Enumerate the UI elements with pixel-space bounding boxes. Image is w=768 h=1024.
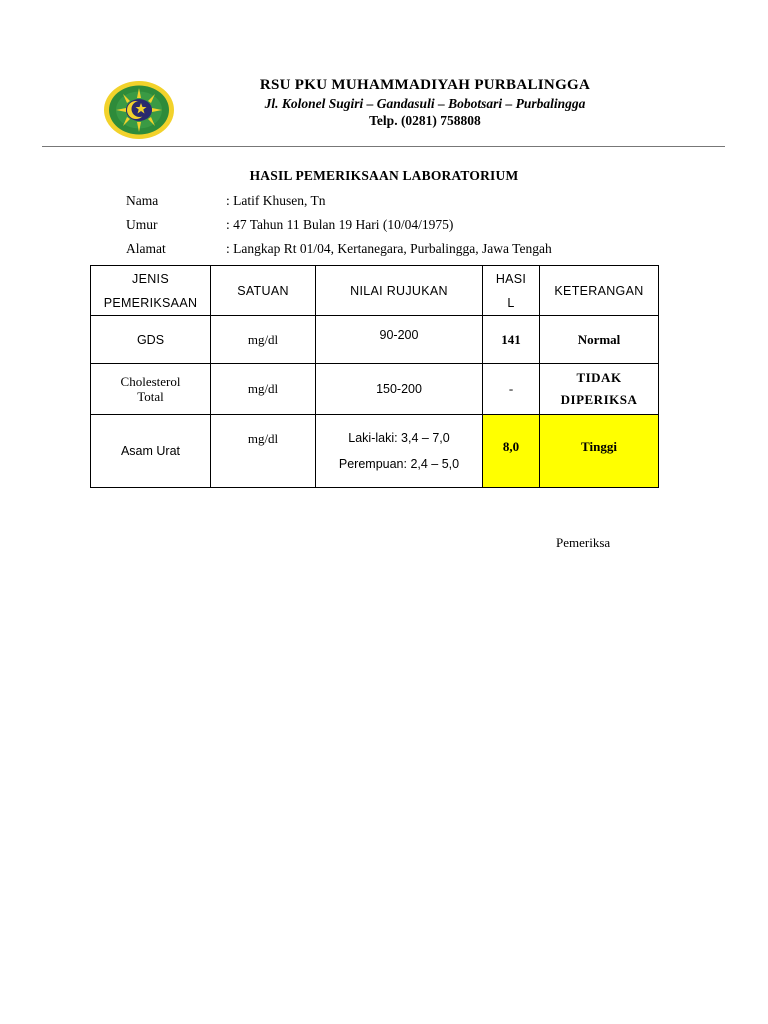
- hospital-address: Jl. Kolonel Sugiri – Gandasuli – Bobotsari – Purbalingga: [264, 96, 586, 111]
- patient-age-value: : 47 Tahun 11 Bulan 19 Hari (10/04/1975): [226, 217, 454, 232]
- muhammadiyah-logo-icon: [103, 80, 175, 140]
- header-hasil-line1: HASI: [495, 271, 527, 286]
- note-line1: TIDAK: [576, 370, 622, 386]
- test-name-line1: Cholesterol: [120, 374, 181, 390]
- note-line2: DIPERIKSA: [560, 392, 638, 408]
- header-hasil-line2: L: [507, 295, 515, 310]
- header-jenis-pemeriksaan: [91, 266, 211, 316]
- table-header-row: [91, 266, 659, 316]
- table-row: [91, 414, 659, 487]
- lab-results-table: [90, 265, 659, 488]
- header-divider: [42, 146, 725, 147]
- patient-name-value: : Latif Khusen, Tn: [226, 193, 326, 208]
- header-satuan: SATUAN: [211, 266, 316, 316]
- signature-label: Pemeriksa: [556, 535, 611, 550]
- unit-cell: mg/dl: [211, 414, 316, 487]
- hospital-phone: Telp. (0281) 758808: [369, 113, 481, 128]
- note-cell: Normal: [540, 316, 659, 364]
- header-jenis-line1: JENIS: [132, 271, 169, 286]
- header-hasil: [483, 266, 540, 316]
- patient-name-label: Nama: [126, 193, 159, 208]
- patient-age-label: Umur: [126, 217, 158, 232]
- result-cell: 8,0: [483, 414, 540, 487]
- header-nilai-rujukan: NILAI RUJUKAN: [316, 266, 483, 316]
- reference-cell: 90-200: [316, 316, 483, 364]
- header-keterangan: KETERANGAN: [540, 266, 659, 316]
- patient-address-label: Alamat: [126, 241, 166, 256]
- result-cell: 141: [483, 316, 540, 364]
- patient-address-value: : Langkap Rt 01/04, Kertanegara, Purbalingga, Jawa Tengah: [226, 241, 552, 256]
- header-jenis-line2: PEMERIKSAAN: [103, 295, 198, 310]
- test-name-cell: GDS: [91, 316, 211, 364]
- note-cell: [540, 364, 659, 414]
- table-row: [91, 316, 659, 364]
- unit-cell: mg/dl: [211, 364, 316, 414]
- table-row: [91, 364, 659, 414]
- test-name-cell: [91, 364, 211, 414]
- hospital-name: RSU PKU MUHAMMADIYAH PURBALINGGA: [259, 77, 591, 93]
- reference-cell: [316, 414, 483, 487]
- note-cell: Tinggi: [540, 414, 659, 487]
- unit-cell: mg/dl: [211, 316, 316, 364]
- reference-cell: 150-200: [316, 364, 483, 414]
- reference-line1: Laki-laki: 3,4 – 7,0: [348, 430, 450, 445]
- reference-line2: Perempuan: 2,4 – 5,0: [338, 456, 460, 471]
- document-title: HASIL PEMERIKSAAN LABORATORIUM: [249, 168, 519, 183]
- test-name-cell: Asam Urat: [91, 414, 211, 487]
- result-cell: -: [483, 364, 540, 414]
- test-name-line2: Total: [137, 389, 164, 405]
